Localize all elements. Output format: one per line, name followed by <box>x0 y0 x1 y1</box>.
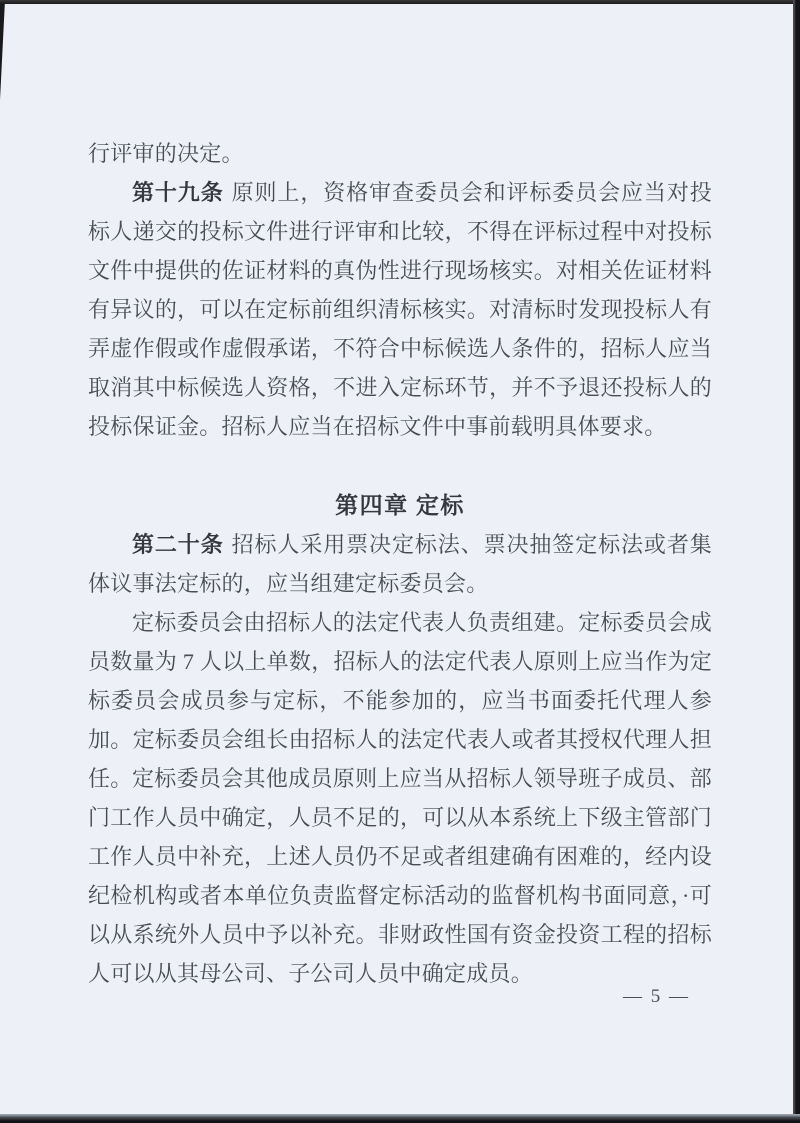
document-text <box>88 134 712 993</box>
paragraph-committee-members: 定标委员会其他成员原则上应当从招标人领导班子成员、部门工作人员中确定，人员不足的，可以从本系统上下级主管部门工作人员中补充，上述人员仍不足或者组建确有困难的，经内设纪检机构或者本单位负责监督定标活动的监督机构书面同意，·可以从系统外人员中予以补充。非财政性国有资金投资工程的招标人可以从其母公司、子公司人员中确定成员。 <box>88 766 712 986</box>
article-19-text: 原则上，资格审查委员会和评标委员会应当对投标人递交的投标文件进行评审和比较，不得在评标过程中对投标文件中提供的佐证材料的真伪性进行现场核实。对相关佐证材料有异议的，可以在定标前组织清标核实。对清标时发现投标人有弄虚作假或作虚假承诺，不符合中标候选人条件的，招标人应当取消其中标候选人资格，不进入定标环节，并不予退还投标人的投标保证金。招标人应当在招标文件中事前载明具体要求。 <box>88 180 712 439</box>
paragraph-article-20 <box>88 525 712 603</box>
chapter-heading: 第四章 定标 <box>335 493 465 518</box>
paragraph-continuation: 行评审的决定。 <box>88 141 244 166</box>
scan-edge-top <box>0 0 800 4</box>
page-number: — 5 — <box>623 986 690 1007</box>
scan-edge-bottom <box>0 1114 800 1123</box>
paragraph-committee-formation: 定标委员会由招标人的法定代表人负责组建。定标委员会成员数量为 7 人以上单数，招标人的法定代表人原则上应当作为定标委员会成员参与定标，不能参加的，应当书面委托代理人参加。定标委员会组长由招标人的法定代表人或者其授权代理人担任。 <box>88 610 712 791</box>
paragraph-article-19 <box>88 173 712 446</box>
article-20-text: 招标人采用票决定标法、票决抽签定标法或者集体议事法定标的，应当组建定标委员会。 <box>88 532 712 596</box>
article-20-number: 第二十条 <box>132 532 224 557</box>
article-19-number: 第十九条 <box>132 180 224 205</box>
document-page <box>0 4 793 1114</box>
scan-edge-right <box>793 0 800 1123</box>
